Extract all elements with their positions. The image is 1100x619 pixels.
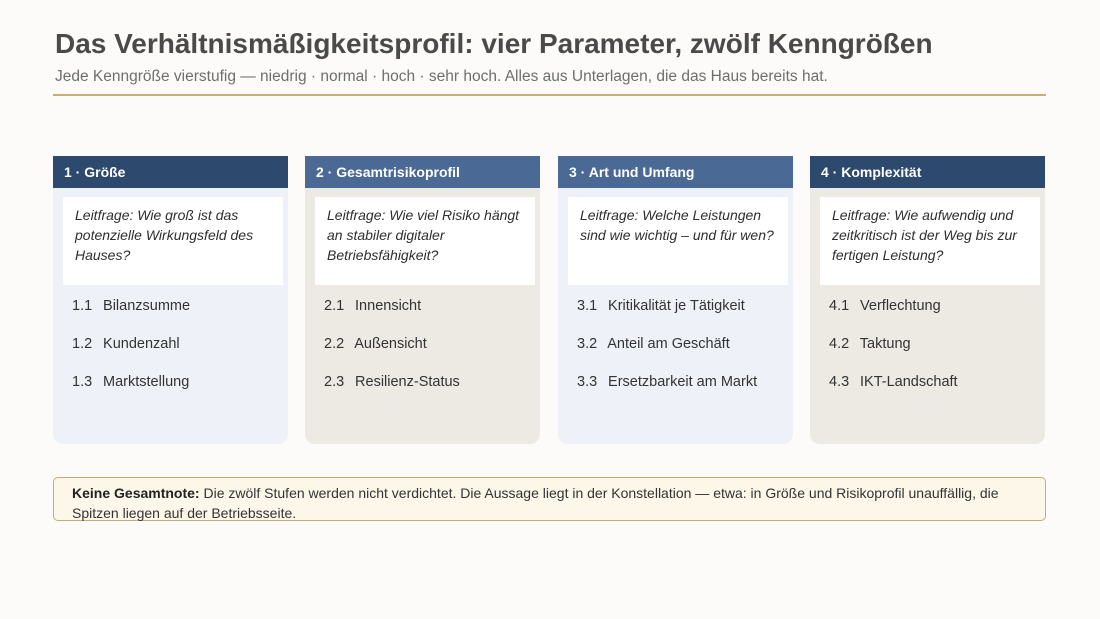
- metric-item: [577, 336, 757, 374]
- metric-item: [324, 336, 460, 374]
- metric-list: [577, 298, 757, 412]
- metric-item: [72, 336, 190, 374]
- metric-item: [324, 374, 460, 412]
- card-header: 1 · Größe: [53, 156, 288, 188]
- metric-number: 4.2: [829, 336, 850, 352]
- metric-item: [577, 374, 757, 412]
- parameter-card-gesamtrisikoprofil: [305, 156, 540, 444]
- metric-number: 3.3: [577, 374, 598, 390]
- metric-label: Resilienz-Status: [355, 374, 460, 390]
- guiding-question: Leitfrage: Wie aufwendig und zeitkritisch ist der Weg bis zur fertigen Leistung?: [820, 197, 1040, 285]
- metric-number: 4.1: [829, 298, 850, 314]
- parameter-card-komplexitaet: [810, 156, 1045, 444]
- metric-item: [829, 374, 958, 412]
- metric-list: [324, 298, 460, 412]
- metric-number: 3.2: [577, 336, 598, 352]
- metric-item: [829, 298, 958, 336]
- note-text: Die zwölf Stufen werden nicht verdichtet. Die Aussage liegt in der Konstellation — etwa: in Größe und Risikoprofil unauffällig, die Spitzen liegen auf der Betriebsseite.: [72, 485, 999, 521]
- metric-label: IKT-Landschaft: [860, 374, 958, 390]
- divider: [53, 94, 1046, 96]
- metric-number: 3.1: [577, 298, 598, 314]
- metric-label: Taktung: [859, 336, 911, 352]
- summary-note: [53, 477, 1046, 521]
- metric-number: 2.2: [324, 336, 345, 352]
- metric-list: [829, 298, 958, 412]
- metric-label: Kundenzahl: [103, 336, 180, 352]
- card-header: 2 · Gesamtrisikoprofil: [305, 156, 540, 188]
- metric-item: [324, 298, 460, 336]
- parameter-card-art-und-umfang: [558, 156, 793, 444]
- metric-number: 1.3: [72, 374, 93, 390]
- page-title: Das Verhältnismäßigkeitsprofil: vier Parameter, zwölf Kenngrößen: [55, 28, 933, 59]
- guiding-question: Leitfrage: Welche Leistungen sind wie wichtig – und für wen?: [568, 197, 788, 285]
- metric-list: [72, 298, 190, 412]
- guiding-question: Leitfrage: Wie viel Risiko hängt an stabiler digitaler Betriebsfähigkeit?: [315, 197, 535, 285]
- metric-number: 1.2: [72, 336, 93, 352]
- metric-label: Anteil am Geschäft: [607, 336, 730, 352]
- metric-label: Ersetzbarkeit am Markt: [608, 374, 758, 390]
- metric-number: 4.3: [829, 374, 850, 390]
- metric-item: [577, 298, 757, 336]
- metric-item: [72, 298, 190, 336]
- parameter-card-groesse: [53, 156, 288, 444]
- metric-label: Marktstellung: [103, 374, 190, 390]
- note-lead: Keine Gesamtnote:: [72, 485, 200, 501]
- metric-number: 2.1: [324, 298, 345, 314]
- guiding-question: Leitfrage: Wie groß ist das potenzielle Wirkungsfeld des Hauses?: [63, 197, 283, 285]
- metric-item: [829, 336, 958, 374]
- metric-label: Bilanzsumme: [103, 298, 191, 314]
- metric-label: Kritikalität je Tätigkeit: [608, 298, 745, 314]
- metric-number: 2.3: [324, 374, 345, 390]
- metric-label: Verflechtung: [860, 298, 941, 314]
- metric-item: [72, 374, 190, 412]
- card-header: 3 · Art und Umfang: [558, 156, 793, 188]
- metric-number: 1.1: [72, 298, 93, 314]
- metric-label: Innensicht: [355, 298, 422, 314]
- metric-label: Außensicht: [354, 336, 427, 352]
- page-subtitle: Jede Kenngröße vierstufig — niedrig · normal · hoch · sehr hoch. Alles aus Unterlagen, die das Haus bereits hat.: [55, 68, 828, 85]
- card-header: 4 · Komplexität: [810, 156, 1045, 188]
